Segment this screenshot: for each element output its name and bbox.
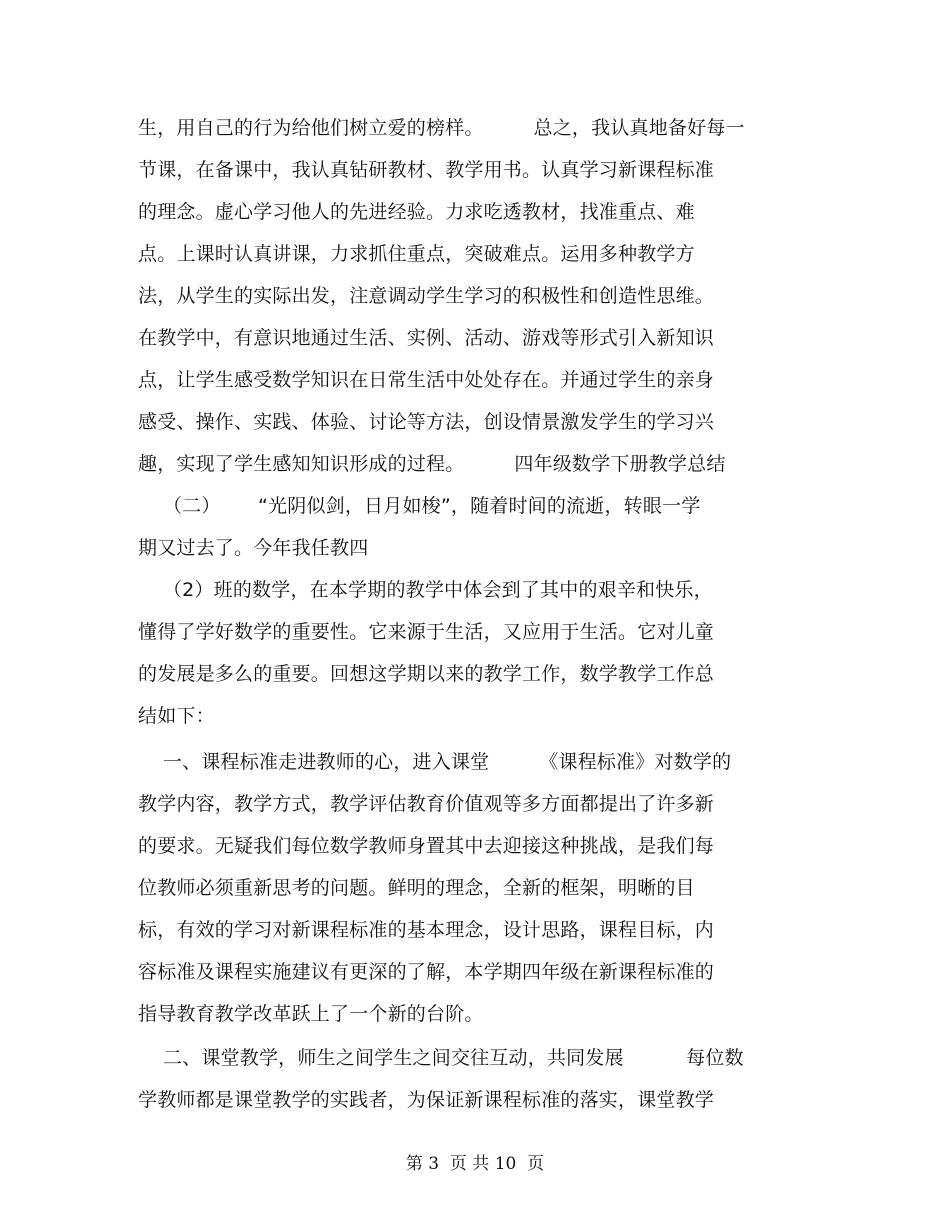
body-line: 趣，实现了学生感知知识形成的过程。 四年级数学下册教学总结 [138, 453, 726, 475]
body-line: 节课，在备课中，我认真钻研教材、教学用书。认真学习新课程标准 [138, 159, 715, 181]
body-line: 期又过去了。今年我任教四 [138, 537, 369, 559]
body-line: 标，有效的学习对新课程标准的基本理念，设计思路，课程目标，内 [138, 919, 715, 941]
body-line: 的发展是多么的重要。回想这学期以来的教学工作，数学教学工作总 [138, 663, 715, 685]
body-line: （2）班的数学，在本学期的教学中体会到了其中的艰辛和快乐， [138, 579, 713, 601]
body-line: （二） “光阴似剑，日月如梭”，随着时间的流逝，转眼一学 [138, 495, 701, 517]
body-line: 感受、操作、实践、体验、讨论等方法，创设情景激发学生的学习兴 [138, 411, 715, 433]
body-line: 教学内容，教学方式，教学评估教育价值观等多方面都提出了许多新 [138, 793, 715, 815]
body-line: 的要求。无疑我们每位数学教师身置其中去迎接这种挑战，是我们每 [138, 835, 715, 857]
body-line: 位教师必须重新思考的问题。鲜明的理念，全新的框架，明晰的目 [138, 877, 695, 899]
body-line: 结如下： [138, 705, 215, 727]
body-line: 二、课堂教学，师生之间学生之间交往互动，共同发展 每位数 [138, 1047, 744, 1069]
body-line: 指导教育教学改革跃上了一个新的台阶。 [138, 1003, 484, 1025]
page-number-footer: 第 3 页 共 10 页 [405, 1154, 545, 1174]
body-line: 一、课程标准走进教师的心，进入课堂 《课程标准》对数学的 [138, 751, 732, 773]
body-line: 懂得了学好数学的重要性。它来源于生活，又应用于生活。它对儿童 [138, 621, 715, 643]
body-line: 学教师都是课堂教学的实践者，为保证新课程标准的落实，课堂教学 [138, 1089, 715, 1111]
body-line: 在教学中，有意识地通过生活、实例、活动、游戏等形式引入新知识 [138, 327, 715, 349]
body-line: 生，用自己的行为给他们树立爱的榜样。 总之，我认真地备好每一 [138, 117, 745, 139]
body-line: 点，让学生感受数学知识在日常生活中处处存在。并通过学生的亲身 [138, 369, 715, 391]
body-line: 点。上课时认真讲课，力求抓住重点，突破难点。运用多种教学方 [138, 243, 695, 265]
body-line: 容标准及课程实施建议有更深的了解，本学期四年级在新课程标准的 [138, 961, 715, 983]
body-line: 法，从学生的实际出发，注意调动学生学习的积极性和创造性思维。 [138, 285, 715, 307]
body-line: 的理念。虚心学习他人的先进经验。力求吃透教材，找准重点、难 [138, 201, 695, 223]
